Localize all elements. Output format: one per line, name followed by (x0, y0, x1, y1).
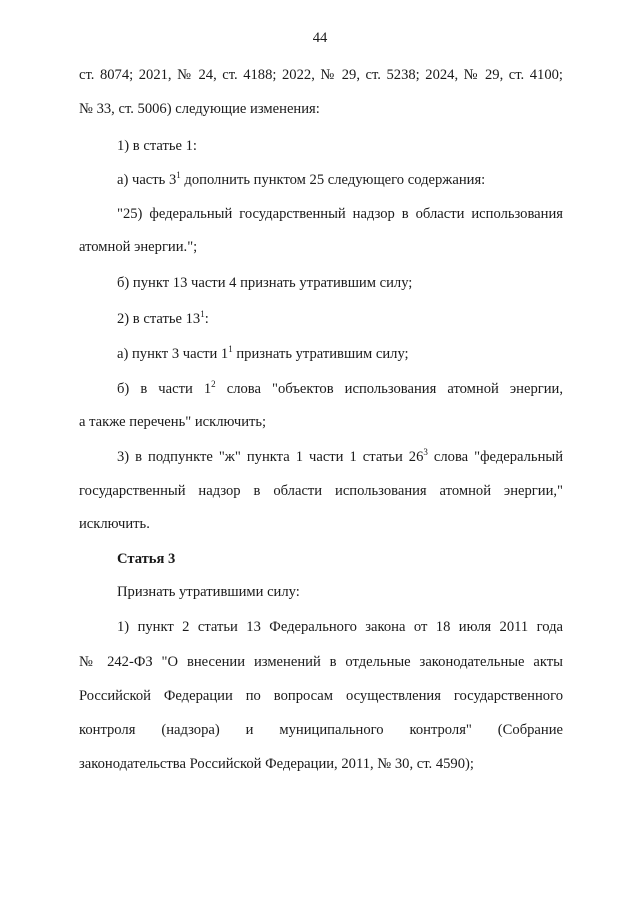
text-line: 1) в статье 1: (117, 138, 197, 154)
text-line: исключить. (79, 516, 150, 532)
text-line: 1) пункт 2 статьи 13 Федерального закона от 18 июля 2011 года (117, 619, 563, 635)
text-line: 3) в подпункте "ж" пункта 1 части 1 статьи $26^3$ слова "федеральный (117, 447, 564, 465)
article-heading: Статья 3 (117, 551, 176, 567)
text-line: "25) федеральный государственный надзор в области использования (117, 206, 563, 222)
text-line: б) в части $1^2$ слова "объектов использования атомной энергии, (117, 379, 563, 397)
text-line: Признать утратившими силу: (117, 584, 300, 600)
text-line: контроля (надзора) и муниципального контроля" (Собрание (79, 722, 563, 738)
superscript: 1 (176, 170, 181, 180)
text-line: а также перечень" исключить; (79, 414, 267, 430)
superscript: 2 (211, 379, 216, 389)
text-line: Российской Федерации по вопросам осуществления государственного (79, 688, 563, 704)
text-line: а) пункт 3 части $1^1$ признать утратившим силу; (117, 344, 409, 362)
text-line: законодательства Российской Федерации, 2011, № 30, ст. 4590); (79, 756, 474, 772)
text-line: 2) в статье $13^1$: (117, 309, 209, 327)
text-line: № 33, ст. 5006) следующие изменения: (79, 101, 320, 117)
text-line: б) пункт 13 части 4 признать утратившим силу; (117, 275, 413, 291)
text-line: государственный надзор в области использования атомной энергии," (79, 483, 563, 499)
text-line: № 242-ФЗ "О внесении изменений в отдельные законодательные акты (79, 654, 563, 670)
text-line: атомной энергии."; (79, 239, 198, 255)
page-number: 44 (312, 30, 328, 46)
superscript: 1 (228, 344, 233, 354)
text-line: а) часть $3^1$ дополнить пунктом 25 следующего содержания: (117, 170, 486, 188)
superscript: 1 (200, 309, 205, 319)
superscript: 3 (423, 447, 428, 457)
text-line: ст. 8074; 2021, № 24, ст. 4188; 2022, № 29, ст. 5238; 2024, № 29, ст. 4100; (79, 67, 563, 83)
